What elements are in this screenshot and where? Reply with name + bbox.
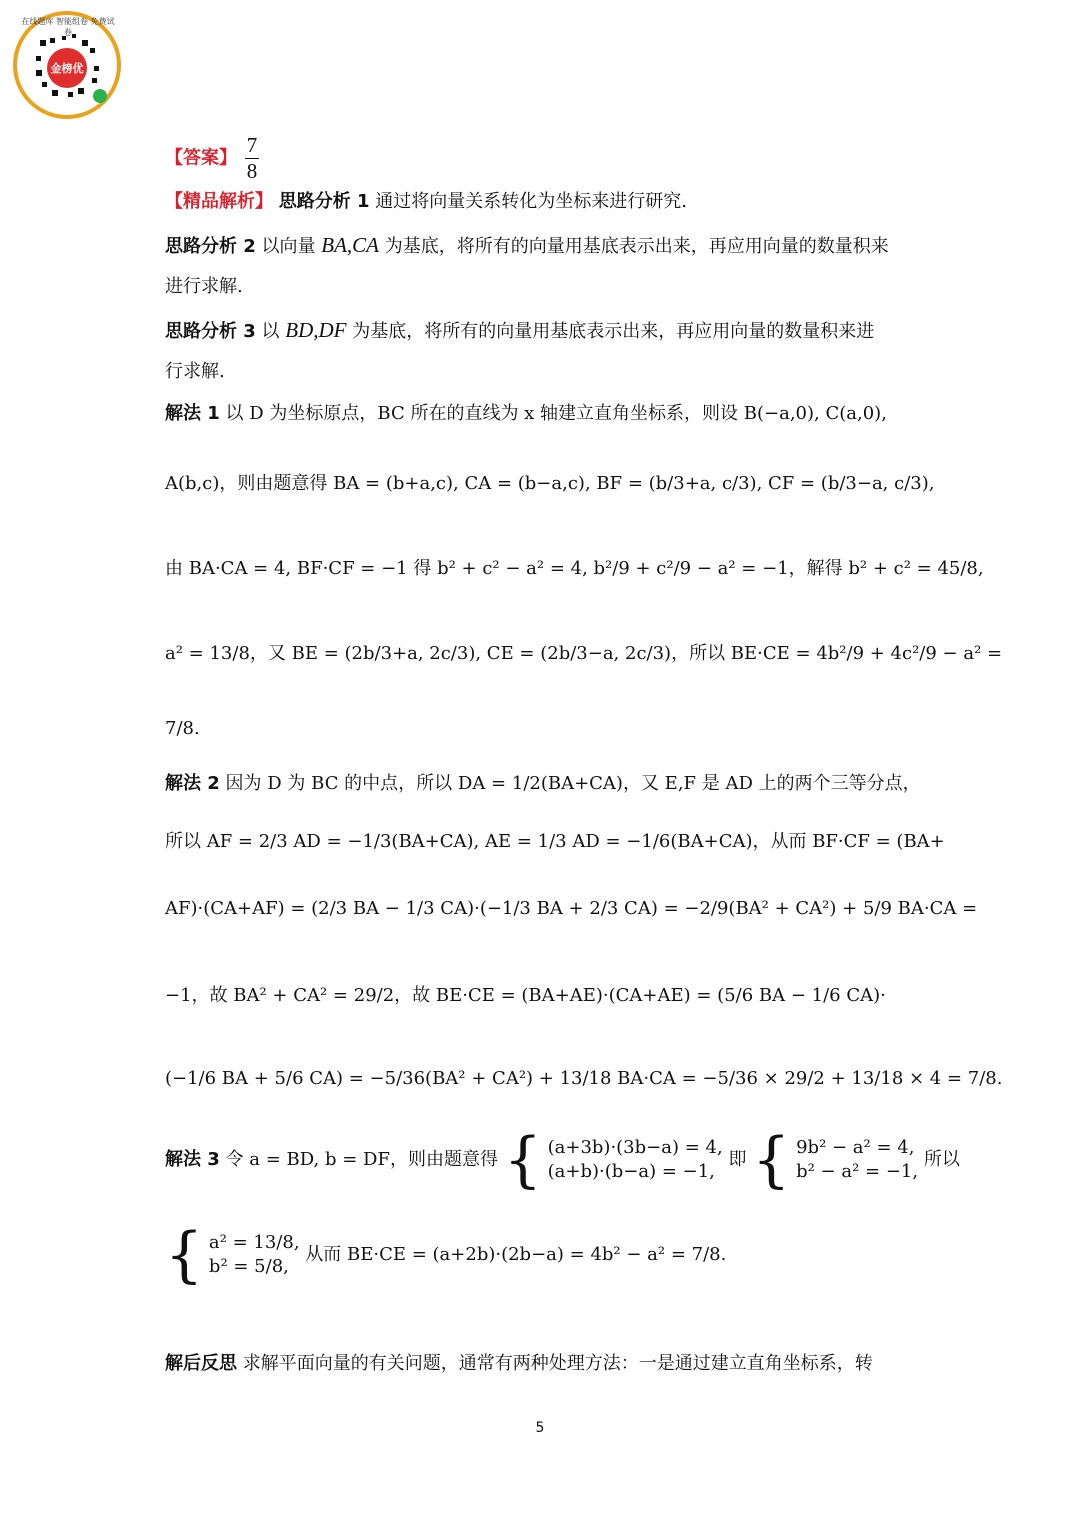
idea2-text-a: 以向量 [261, 236, 316, 257]
solution1-text-1: 以 D 为坐标原点，BC 所在的直线为 x 轴建立直角坐标系，则设 B(−a,0), C(a,0), [225, 403, 887, 424]
idea2-vectors: BA,CA [321, 233, 380, 257]
system-3: a² = 13/8, b² = 5/8, [208, 1232, 300, 1277]
system-1: (a+3b)·(3b−a) = 4, (a+b)·(b−a) = −1, [547, 1137, 723, 1182]
solution3-line2 [165, 1220, 727, 1290]
idea2-line-2: 进行求解. [165, 276, 243, 297]
idea3-text-a: 以 [261, 321, 280, 342]
solution2-title: 解法 2 [165, 773, 220, 794]
answer-fraction: $\frac{7}{8}$ [246, 133, 258, 183]
answer-label: 【答案】 [165, 147, 237, 169]
answer-line [165, 135, 261, 182]
solution1-line1 [165, 405, 887, 423]
solution2-line5: (−1/6 BA + 5/6 CA) = −5/36(BA² + CA²) + 13/18 BA·CA = −5/36 × 29/2 + 13/18 × 4 = 7/8. [165, 1068, 1003, 1089]
logo [12, 10, 122, 120]
analysis-label: 【精品解析】 [165, 191, 273, 212]
brace-left-3: { [165, 1220, 204, 1290]
idea1-line [165, 193, 687, 211]
idea2-title: 思路分析 2 [165, 236, 256, 257]
idea3-line [165, 320, 874, 341]
solution1-line4: a² = 13/8，又 BE = (2b/3+a, 2c/3), CE = (2b/3−a, 2c/3)，所以 BE·CE = 4b²/9 + 4c²/9 − a² = [165, 643, 1003, 664]
idea2-line [165, 235, 889, 256]
idea3-line-2: 行求解. [165, 361, 225, 382]
page-number: 5 [535, 1420, 545, 1436]
idea3-text-b: 为基底，将所有的向量用基底表示出来，再应用向量的数量积来进 [352, 321, 875, 342]
solution3-suoyi: 所以 [923, 1149, 960, 1170]
logo-center-text: 金榜优 [50, 62, 84, 75]
solution2-line3: AF)·(CA+AF) = (2/3 BA − 1/3 CA)·(−1/3 BA + 2/3 CA) = −2/9(BA² + CA²) + 5/9 BA·CA = [165, 898, 978, 919]
idea3-title: 思路分析 3 [165, 321, 256, 342]
idea3-vectors: BD,DF [285, 318, 347, 342]
idea1-title: 思路分析 1 [278, 191, 370, 212]
reflection-text: 求解平面向量的有关问题，通常有两种处理方法：一是通过建立直角坐标系，转 [242, 1353, 873, 1374]
solution1-line5: 7/8. [165, 718, 200, 739]
solution2-line1 [165, 775, 921, 793]
solution1-line3: 由 BA·CA = 4, BF·CF = −1 得 b² + c² − a² = 4, b²/9 + c²/9 − a² = −1，解得 b² + c² = 45/8, [165, 558, 984, 579]
solution3-line1 [165, 1125, 960, 1195]
brace-left-1: { [503, 1125, 542, 1195]
reflection-title: 解后反思 [165, 1353, 237, 1374]
solution2-line4: −1，故 BA² + CA² = 29/2，故 BE·CE = (BA+AE)·(CA+AE) = (5/6 BA − 1/6 CA)· [165, 985, 886, 1006]
reflection-line [165, 1355, 873, 1373]
solution3-ji: 即 [728, 1149, 747, 1170]
idea2-text-b: 为基底，将所有的向量用基底表示出来，再应用向量的数量积来 [384, 236, 889, 257]
solution3-conclusion: 从而 BE·CE = (a+2b)·(2b−a) = 4b² − a² = 7/8. [305, 1244, 727, 1265]
solution2-text-1: 因为 D 为 BC 的中点，所以 DA = 1/2(BA+CA)，又 E,F 是 AD 上的两个三等分点， [225, 773, 921, 794]
brace-left-2: { [752, 1125, 791, 1195]
solution3-title: 解法 3 [165, 1149, 220, 1170]
solution2-line2: 所以 AF = 2/3 AD = −1/3(BA+CA), AE = 1/3 AD = −1/6(BA+CA)，从而 BF·CF = (BA+ [165, 831, 945, 852]
system-2: 9b² − a² = 4, b² − a² = −1, [796, 1137, 919, 1182]
solution3-lead: 令 a = BD, b = DF，则由题意得 [225, 1149, 498, 1170]
idea1-text: 通过将向量关系转化为坐标来进行研究. [375, 191, 687, 212]
logo-ring-text: 在线题库 智能组卷 免费试卷 [21, 17, 115, 37]
solution1-title: 解法 1 [165, 403, 220, 424]
solution1-line2: A(b,c)，则由题意得 BA = (b+a,c), CA = (b−a,c), BF = (b/3+a, c/3), CF = (b/3−a, c/3), [165, 473, 935, 494]
